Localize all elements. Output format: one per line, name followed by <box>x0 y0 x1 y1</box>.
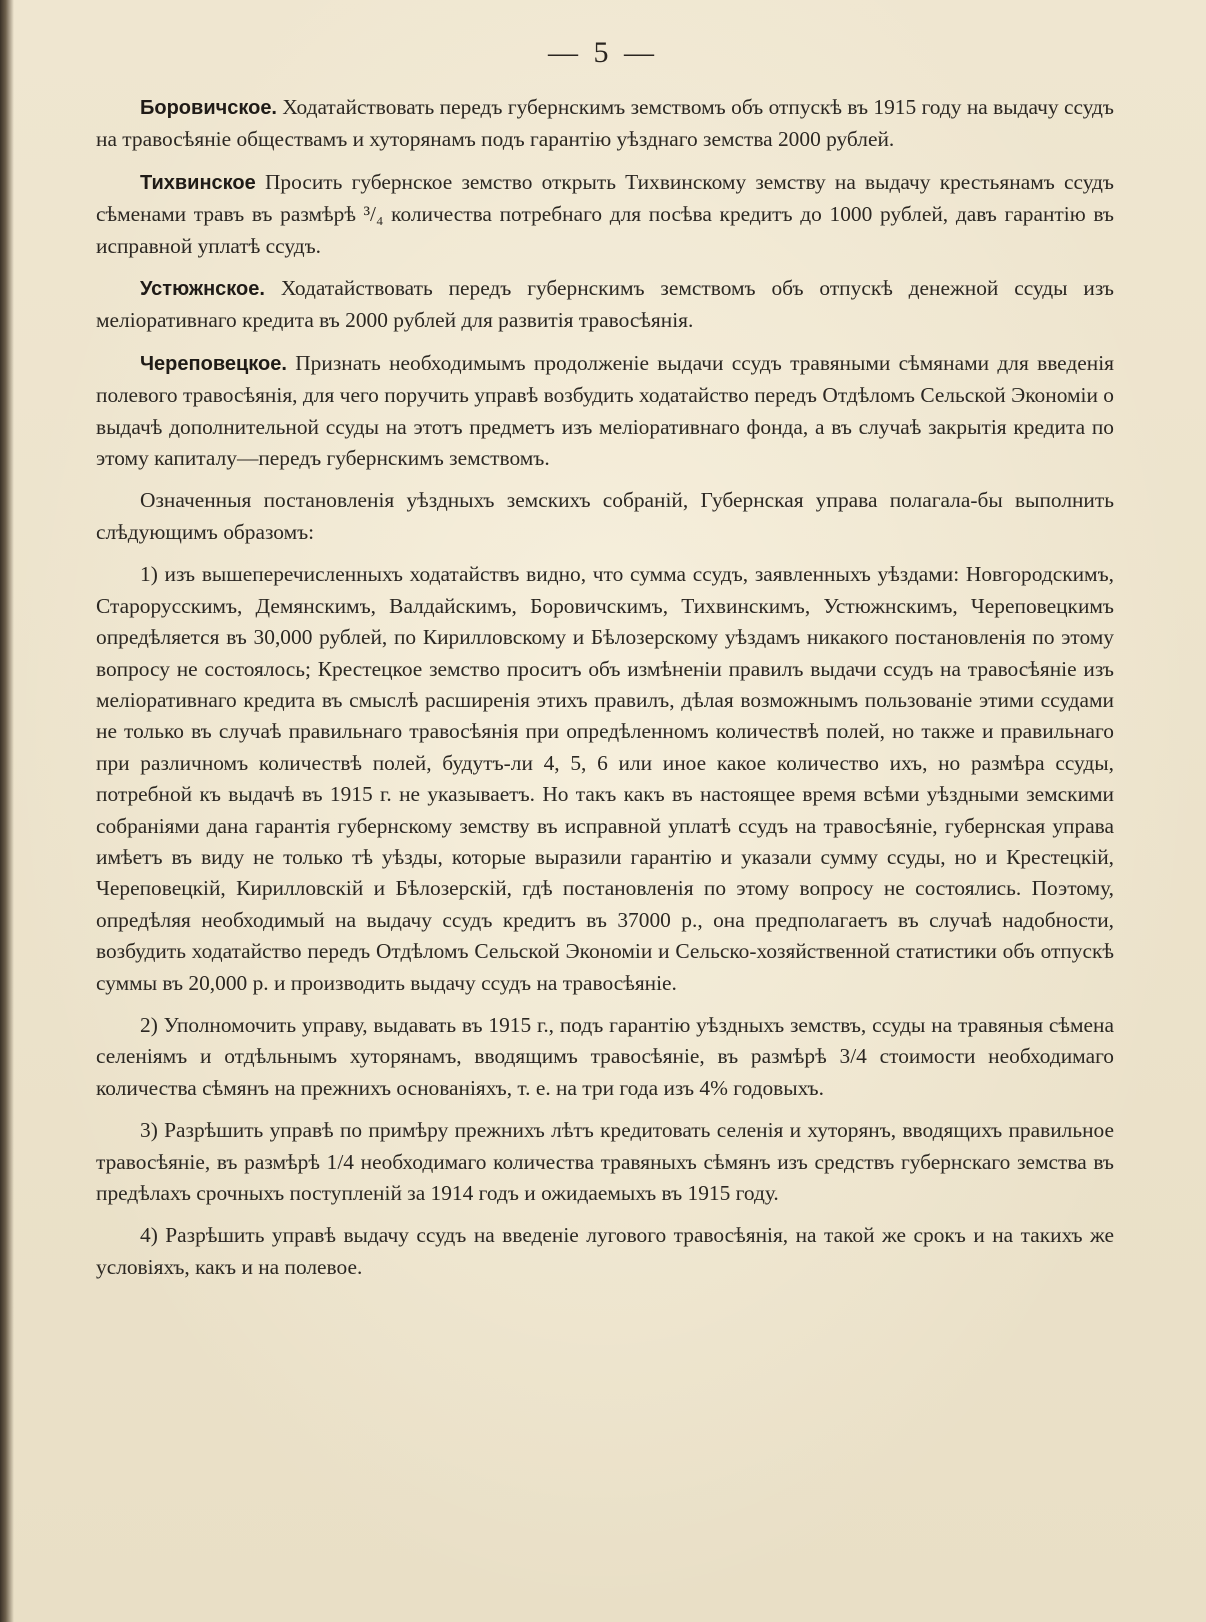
paragraph-text: 4) Разрѣшить управѣ выдачу ссудъ на введеніе лугового травосѣянія, на такой же срокъ и на такихъ же условіяхъ, какъ и на полевое. <box>96 1223 1114 1279</box>
document-body <box>96 92 1114 1294</box>
district-heading: Устюжнское. <box>140 278 265 301</box>
paragraph-text: 3) Разрѣшить управѣ по примѣру прежнихъ лѣтъ кредитовать селенія и хуторянъ, вводящихъ правильное травосѣяніе, въ размѣрѣ 1/4 необходимаго количества травяныхъ сѣмянъ изъ средствъ губернскаго земства въ предѣлахъ срочныхъ поступленій за 1914 годъ и ожидаемыхъ въ 1915 году. <box>96 1118 1114 1205</box>
paragraph-text: Ходатайствовать передъ губернскимъ земствомъ объ отпускѣ въ 1915 году на выдачу ссудъ на травосѣяніе обществамъ и хуторянамъ подъ гарантію уѣзднаго земства 2000 рублей. <box>96 95 1114 152</box>
paragraph-text: 2) Уполномочить управу, выдавать въ 1915 г., подъ гарантію уѣздныхъ земствъ, ссуды на травяныя сѣмена селеніямъ и отдѣльнымъ хуторянамъ, вводящимъ травосѣяніе, въ размѣрѣ 3/4 стоимости необходимаго количества сѣмянъ на прежнихъ основаніяхъ, т. е. на три года изъ 4% годовыхъ. <box>96 1012 1114 1100</box>
paragraph-text: Признать необходимымъ продолженіе выдачи ссудъ травяными сѣмянами для введенія полевого травосѣянія, для чего поручить управѣ возбудить ходатайство передъ Отдѣломъ Сельской Экономіи о выдачѣ дополнительной ссуды на этотъ предметъ изъ меліоративнаго фонда, а въ случаѣ закрытія кредита по этому капиталу—передъ губернскимъ земствомъ. <box>96 350 1114 471</box>
district-heading: Тихвинское <box>140 171 256 194</box>
paragraph-item-3 <box>96 1115 1114 1209</box>
district-heading: Череповецкое. <box>140 352 287 375</box>
district-heading: Боровичское. <box>140 97 277 119</box>
paragraph-cherepovets <box>96 348 1114 475</box>
page-binding-edge <box>0 0 14 1622</box>
page-number: — 5 — <box>548 36 658 69</box>
paragraph-text: Ходатайствовать передъ губернскимъ земствомъ объ отпускѣ денежной ссуды изъ меліоративнаго кредита въ 2000 рублей для развитія травосѣянія. <box>96 276 1114 333</box>
paragraph-item-4 <box>96 1220 1114 1283</box>
paragraph-borovichi <box>96 92 1114 156</box>
paragraph-summary <box>96 485 1114 548</box>
paragraph-tikhvin <box>96 167 1114 262</box>
paragraph-item-1 <box>96 559 1114 999</box>
paragraph-text: 1) изъ вышеперечисленныхъ ходатайствъ видно, что сумма ссудъ, заявленныхъ уѣздами: Новгородскимъ, Старорусскимъ, Демянскимъ, Валдайскимъ, Боровичскимъ, Тихвинскимъ, Устюжнскимъ, Череповецкимъ опредѣляется въ 30,000 рублей, по Кирилловскому и Бѣлозерскому уѣздамъ никакого постановленія по этому вопросу не состоялось; Крестецкое земство проситъ объ измѣненіи правилъ выдачи ссудъ на травосѣяніе изъ меліоративнаго кредита въ смыслѣ расширенія этихъ правилъ, дѣлая возможнымъ пользованіе этими ссудами не только въ случаѣ правильнаго травосѣянія при опредѣленномъ количествѣ полей, но также и правильнаго при различномъ количествѣ полей, будутъ-ли 4, 5, 6 или иное какое количество ихъ, но размѣра ссуды, потребной къ выдачѣ въ 1915 г. не указываетъ. Но такъ какъ въ настоящее время всѣми уѣздными земскими собраніями дана гарантія губернскому земству въ исправной уплатѣ ссудъ на травосѣяніе, губернская управа имѣетъ въ виду не только тѣ уѣзды, которые выразили гарантію и указали сумму ссуды, но и Крестецкій, Череповецкій, Кирилловскій и Бѣлозерскій, гдѣ постановленія по этому вопросу не состоялись. Поэтому, опредѣляя необходимый на выдачу ссудъ кредитъ въ 37000 р., она предполагаетъ въ случаѣ надобности, возбудить ходатайство передъ Отдѣломъ Сельской Экономіи и Сельско-хозяйственной статистики объ отпускѣ суммы въ 20,000 р. и производить выдачу ссудъ на травосѣяніе. <box>96 562 1114 995</box>
paragraph-ustyuzhna <box>96 273 1114 337</box>
paragraph-text: Просить губернское земство открыть Тихвинскому земству на выдачу крестьянамъ ссудъ сѣменами травъ въ размѣрѣ ³/₄ количества потребнаго для посѣва кредитъ до 1000 рублей, давъ гарантію въ исправной уплатѣ ссудъ. <box>96 169 1114 258</box>
paragraph-text: Означенныя постановленія уѣздныхъ земскихъ собраній, Губернская управа полагала-бы выполнить слѣдующимъ образомъ: <box>96 488 1114 544</box>
paragraph-item-2 <box>96 1010 1114 1104</box>
